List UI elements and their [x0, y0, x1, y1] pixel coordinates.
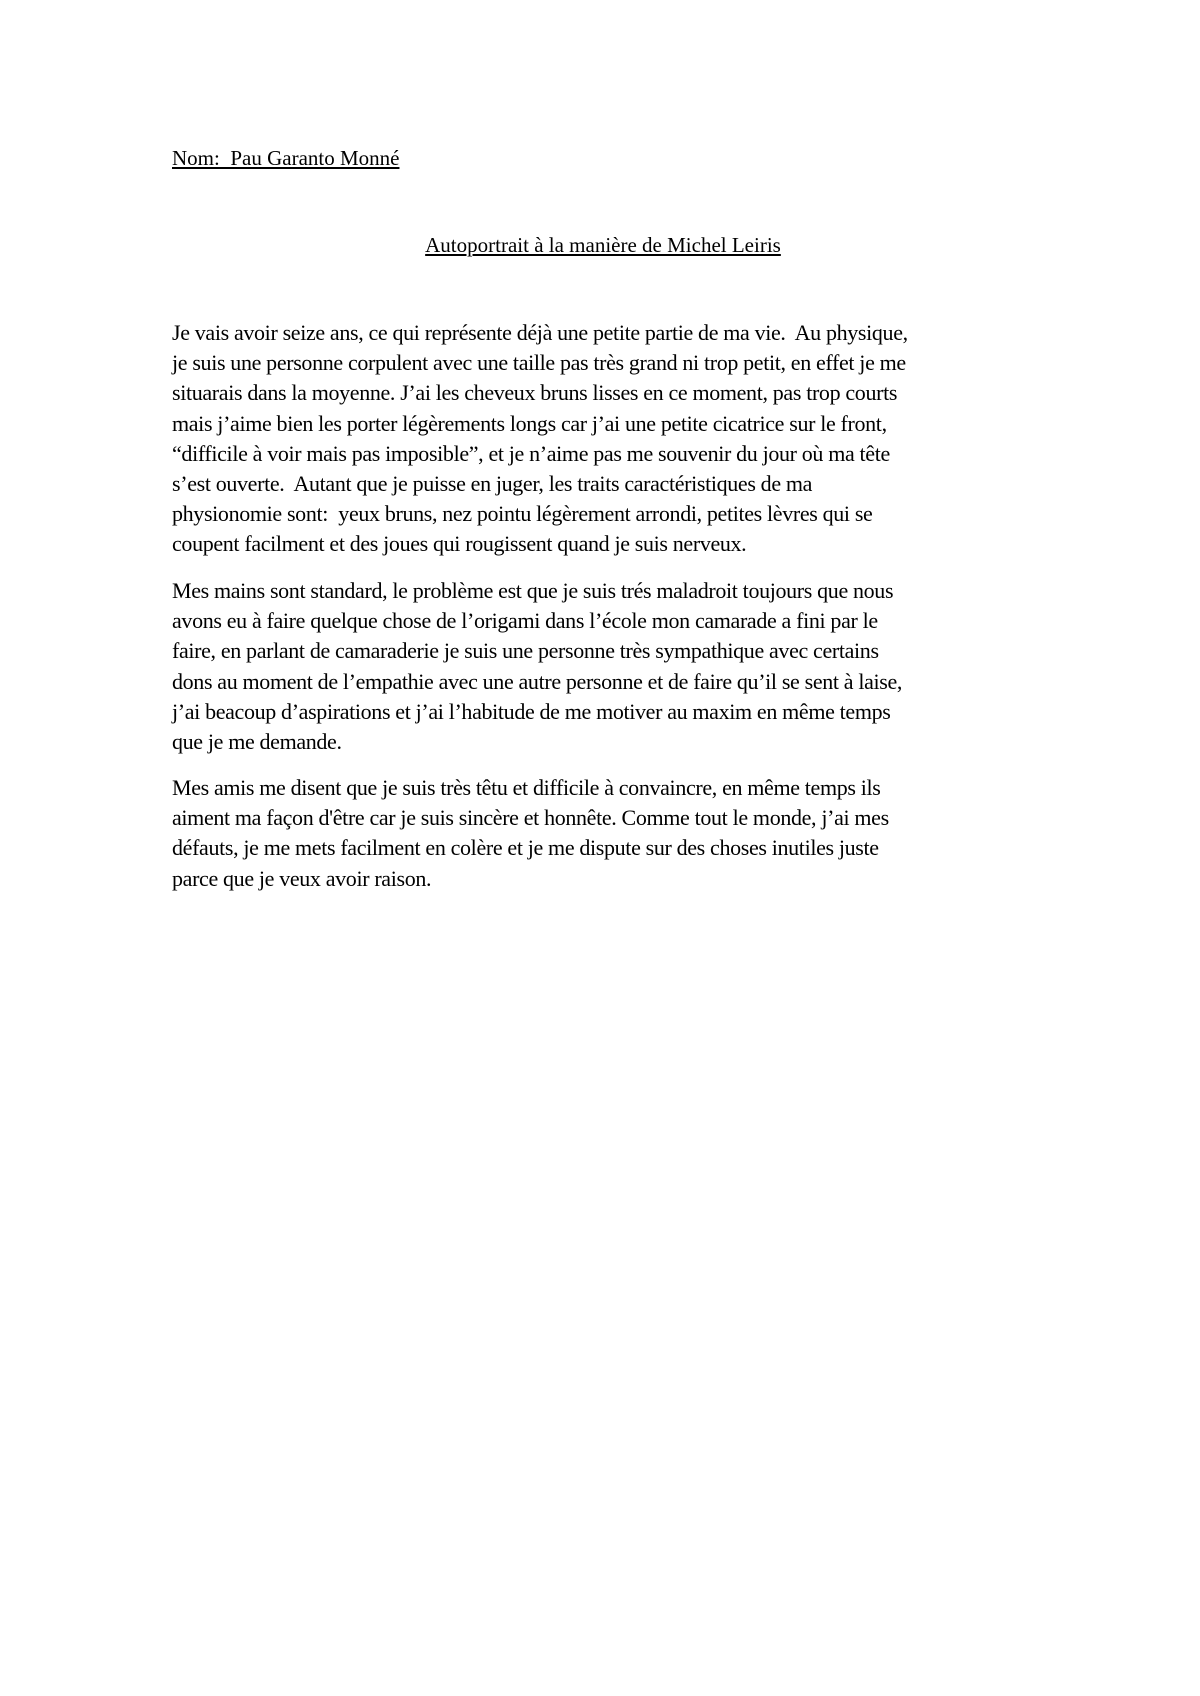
paragraph-line: “difficile à voir mais pas imposible”, et je n’aime pas me souvenir du jour où ma tête — [172, 440, 890, 466]
paragraph-line: Mes amis me disent que je suis très têtu et difficile à convaincre, en même temps ils — [172, 775, 881, 800]
paragraph-line: s’est ouverte. Autant que je puisse en juger, les traits caractéristiques de ma — [172, 471, 813, 497]
paragraph-line: faire, en parlant de camaraderie je suis une personne très sympathique avec certains — [172, 638, 879, 664]
paragraph-line: parce que je veux avoir raison. — [172, 865, 432, 891]
paragraph-line: situarais dans la moyenne. J’ai les cheveux bruns lisses en ce moment, pas trop courts — [172, 380, 898, 406]
paragraph-line: j’ai beacoup d’aspirations et j’ai l’habitude de me motiver au maxim en même temps — [172, 698, 891, 724]
paragraph-2 — [172, 576, 1052, 757]
paragraph-line: dons au moment de l’empathie avec une autre personne et de faire qu’il se sent à laise, — [172, 668, 903, 694]
paragraph-line: Mes mains sont standard, le problème est que je suis trés maladroit toujours que nous — [172, 578, 894, 603]
paragraph-line: mais j’aime bien les porter légèrements longs car j’ai une petite cicatrice sur le front, — [172, 410, 887, 436]
paragraph-1 — [172, 318, 1052, 560]
paragraph-line: aiment ma façon d'être car je suis sincère et honnête. Comme tout le monde, j’ai mes — [172, 805, 889, 831]
paragraph-line: Je vais avoir seize ans, ce qui représente déjà une petite partie de ma vie. Au physique, — [172, 320, 908, 345]
paragraph-line: physionomie sont: yeux bruns, nez pointu légèrement arrondi, petites lèvres qui se — [172, 501, 873, 527]
paragraph-3 — [172, 773, 1052, 894]
paragraph-line: coupent facilment et des joues qui rougissent quand je suis nerveux. — [172, 531, 747, 557]
document-title-text: Autoportrait à la manière de Michel Leiris — [425, 233, 781, 257]
student-name: Nom: Pau Garanto Monné — [172, 146, 400, 170]
paragraph-line: que je me demande. — [172, 729, 342, 755]
paragraph-line: défauts, je me mets facilment en colère et je me dispute sur des choses inutiles juste — [172, 835, 879, 861]
document-title — [0, 231, 1200, 259]
paragraph-line: je suis une personne corpulent avec une taille pas très grand ni trop petit, en effet je me — [172, 350, 906, 376]
paragraph-line: avons eu à faire quelque chose de l’origami dans l’école mon camarade a fini par le — [172, 608, 878, 634]
